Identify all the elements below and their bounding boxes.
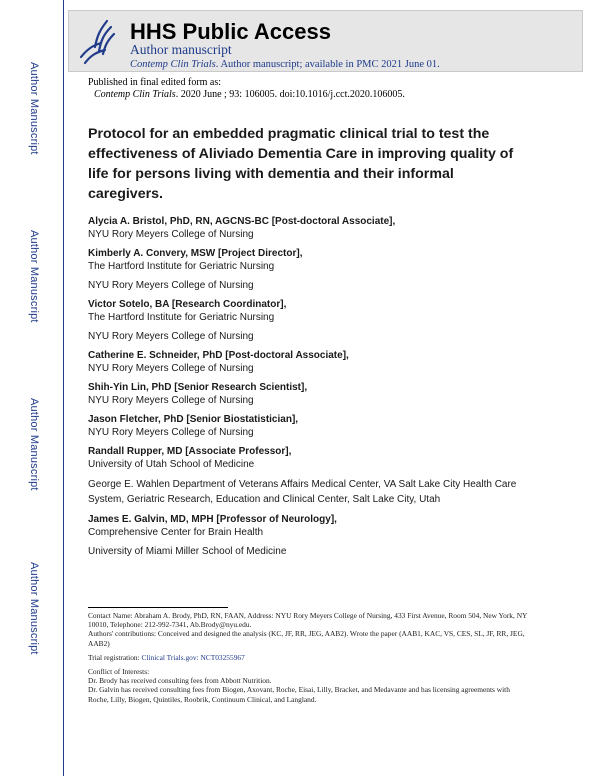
footnote-contributions: Authors' contributions: Conceived and designed the analysis (KC, JF, RR, JEG, AAB2). Wrote the paper (AAB1, KAC, VS, CES, SL, JF, RR, JEG, AAB2) [88,629,525,648]
author-affiliation: The Hartford Institute for Geriatric Nursing [88,312,275,323]
author-entry [88,215,588,241]
author-name: Victor Sotelo, BA [Research Coordinator], [88,299,287,310]
hhs-title: HHS Public Access [130,19,331,44]
trial-registration-link[interactable]: Clinical Trials.gov: NCT03255967 [141,652,245,662]
hhs-eagle-logo-icon [77,17,117,67]
author-entry [88,247,588,292]
author-affiliation: The Hartford Institute for Geriatric Nursing [88,261,275,272]
pub-line-1: Published in final edited form as: [88,77,222,88]
author-entry [88,445,588,507]
author-affiliation: University of Utah School of Medicine [88,459,255,470]
hhs-header [68,10,583,72]
author-name: Alycia A. Bristol, PhD, RN, AGCNS-BC [Post-doctoral Associate], [88,216,396,227]
side-label-author-manuscript: Author Manuscript [28,230,40,323]
author-affiliation: NYU Rory Meyers College of Nursing [88,363,254,374]
footnote-conflict-galvin: Dr. Galvin has received consulting fees from Biogen, Axovant, Roche, Eisai, Lilly, Bracket, and Medavante and has licensing agreements with Roche, Lilly, Biogen, Quintiles, Roobrik, Continuum Clinical, and Langland. [88,685,510,704]
side-label-author-manuscript: Author Manuscript [28,562,40,655]
author-affiliation: NYU Rory Meyers College of Nursing [88,229,254,240]
author-name: Kimberly A. Convery, MSW [Project Director], [88,248,303,259]
footnote-conflict-brody: Dr. Brody has received consulting fees from Abbott Nutrition. [88,676,272,686]
hhs-journal-line [130,59,440,70]
author-entry [88,381,588,407]
footnote-trial [88,653,528,662]
author-entry [88,413,588,439]
footnotes [88,611,528,704]
author-affiliation: George E. Wahlen Department of Veterans Affairs Medical Center, VA Salt Lake City Health Care System, Geriatric Research, Education and Clinical Center, Salt Lake City, Utah [88,479,517,505]
footnote-contact: Contact Name: Abraham A. Brody, PhD, RN, FAAN, Address: NYU Rory Meyers College of Nursing, 433 First Avenue, Room 504, New York, NY 10010, Telephone: 212-992-7341, Ab.Brody@nyu.edu. [88,611,528,630]
author-affiliation: NYU Rory Meyers College of Nursing [88,395,254,406]
author-entry [88,298,588,343]
pub-journal-name: Contemp Clin Trials [94,89,176,100]
side-label-author-manuscript: Author Manuscript [28,62,40,155]
author-affiliation: NYU Rory Meyers College of Nursing [88,331,254,342]
author-affiliation: NYU Rory Meyers College of Nursing [88,427,254,438]
author-name: Jason Fletcher, PhD [Senior Biostatistician], [88,414,299,425]
hhs-subtitle: Author manuscript [130,42,232,57]
journal-availability: . Author manuscript; available in PMC 2021 June 01. [215,59,440,70]
publication-info [88,77,405,101]
author-name: James E. Galvin, MD, MPH [Professor of Neurology], [88,514,337,525]
author-name: Catherine E. Schneider, PhD [Post-doctoral Associate], [88,350,349,361]
author-name: Shih-Yin Lin, PhD [Senior Research Scientist], [88,382,308,393]
side-label-author-manuscript: Author Manuscript [28,398,40,491]
author-affiliation: University of Miami Miller School of Medicine [88,546,287,557]
article-title: Protocol for an embedded pragmatic clinical trial to test the effectiveness of Aliviado Dementia Care in improving quality of life for persons living with dementia and their informal caregivers. [88,126,514,202]
author-list [88,215,588,564]
author-entry [88,349,588,375]
footnote-divider [88,607,228,608]
author-affiliation: Comprehensive Center for Brain Health [88,527,264,538]
footnote-conflict-heading: Conflict of Interests: [88,667,150,677]
author-affiliation: NYU Rory Meyers College of Nursing [88,280,254,291]
journal-name: Contemp Clin Trials [130,59,216,70]
pub-citation-rest: . 2020 June ; 93: 106005. doi:10.1016/j.cct.2020.106005. [175,89,405,100]
author-name: Randall Rupper, MD [Associate Professor], [88,446,292,457]
side-divider [63,0,64,776]
author-entry [88,513,588,558]
pub-citation [88,89,405,101]
trial-label: Trial registration: [88,652,142,662]
